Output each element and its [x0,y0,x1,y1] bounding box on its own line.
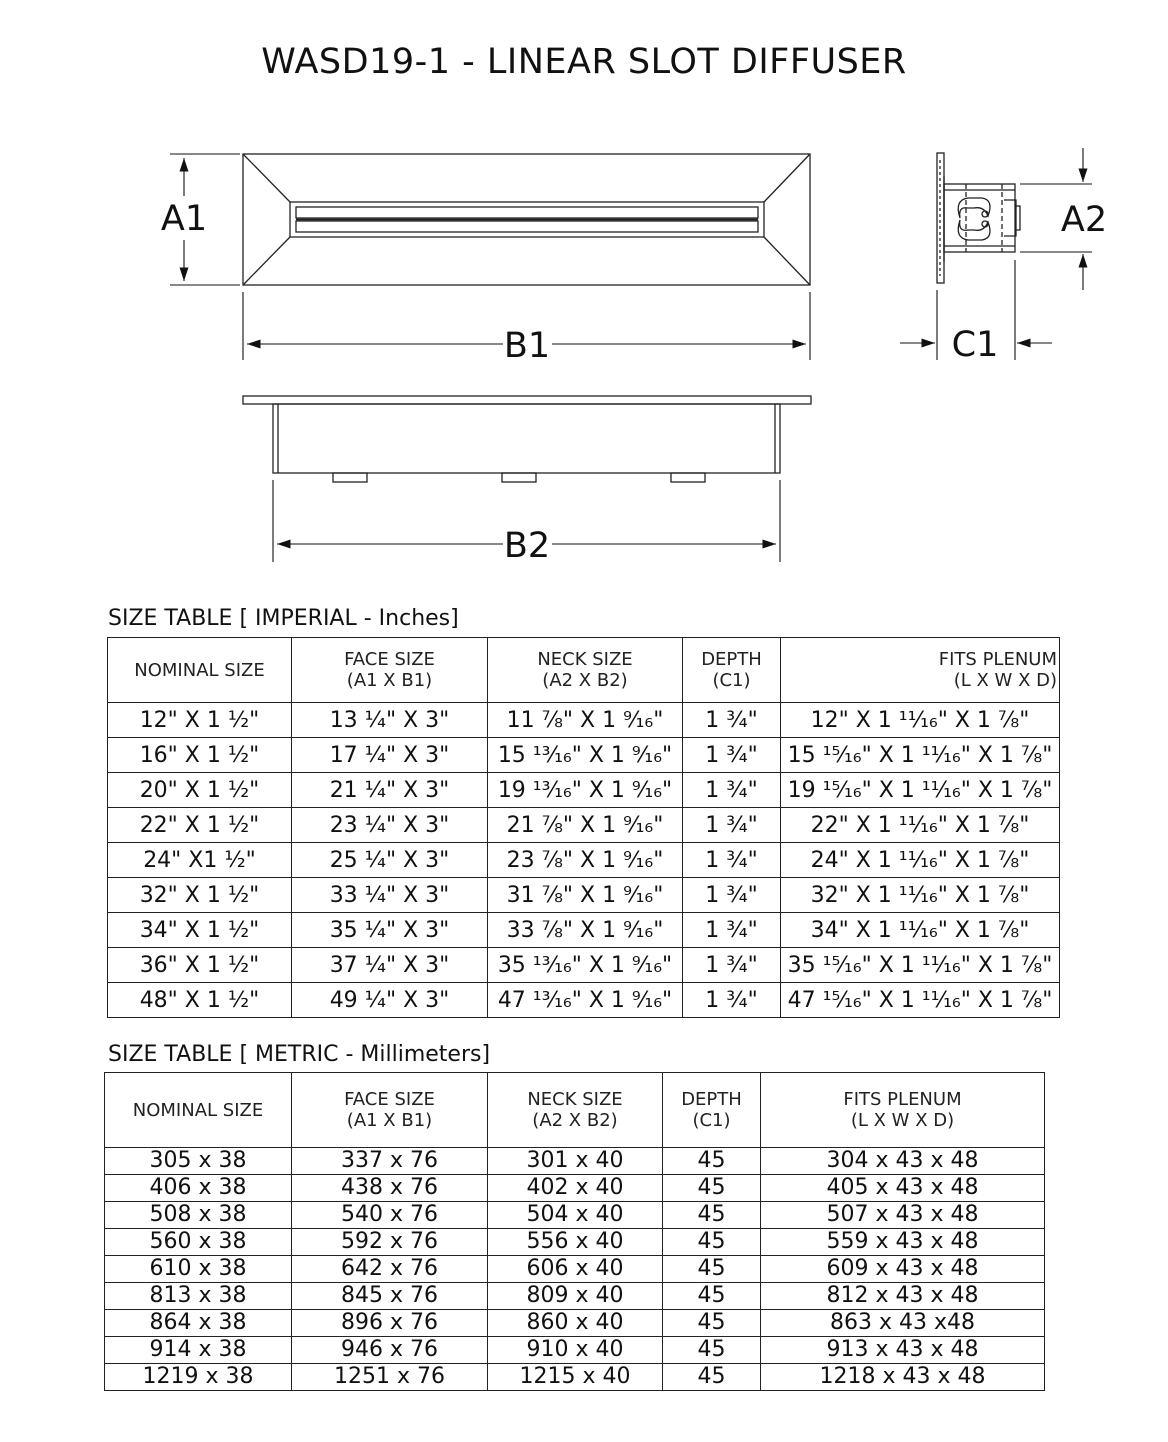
cell-depth: 1 ¾" [683,773,781,808]
bevel-line [243,237,290,285]
cell-depth: 1 ¾" [683,913,781,948]
top-body [273,404,780,473]
cell-neck-size: 35 ¹³⁄₁₆" X 1 ⁹⁄₁₆" [488,948,683,983]
slot [296,207,758,218]
cell-face-size: 37 ¼" X 3" [292,948,488,983]
cell-neck-size: 301 x 40 [488,1148,663,1175]
cell-depth: 1 ¾" [683,948,781,983]
cell-depth: 45 [663,1256,761,1283]
cell-fits-plenum: 405 x 43 x 48 [761,1175,1045,1202]
cell-nominal-size: 610 x 38 [105,1256,292,1283]
cell-nominal-size: 24" X1 ½" [108,843,292,878]
dimension-label-b1: B1 [503,326,551,366]
cell-neck-size: 860 x 40 [488,1310,663,1337]
bracket [502,473,536,482]
table-row [105,1364,1045,1391]
table-row [108,983,1060,1018]
cell-fits-plenum: 22" X 1 ¹¹⁄₁₆" X 1 ⅞" [781,808,1060,843]
metric-table-title: SIZE TABLE [ METRIC - Millimeters] [108,1042,491,1067]
table-row [108,703,1060,738]
table-row [105,1256,1045,1283]
cell-neck-size: 606 x 40 [488,1256,663,1283]
cell-face-size: 592 x 76 [292,1229,488,1256]
cell-nominal-size: 560 x 38 [105,1229,292,1256]
cell-face-size: 896 x 76 [292,1310,488,1337]
side-body [944,184,1015,252]
cell-nominal-size: 12" X 1 ½" [108,703,292,738]
cell-fits-plenum: 1218 x 43 x 48 [761,1364,1045,1391]
header-neck-size: NECK SIZE (A2 X B2) [488,1073,663,1148]
imperial-table-body [108,703,1060,1018]
cell-neck-size: 47 ¹³⁄₁₆" X 1 ⁹⁄₁₆" [488,983,683,1018]
cell-face-size: 17 ¼" X 3" [292,738,488,773]
cell-face-size: 946 x 76 [292,1337,488,1364]
cell-nominal-size: 864 x 38 [105,1310,292,1337]
dimension-label-a2: A2 [1060,200,1108,240]
table-header-row [105,1073,1045,1148]
cell-neck-size: 33 ⅞" X 1 ⁹⁄₁₆" [488,913,683,948]
table-row [105,1148,1045,1175]
cell-neck-size: 809 x 40 [488,1283,663,1310]
cell-fits-plenum: 34" X 1 ¹¹⁄₁₆" X 1 ⅞" [781,913,1060,948]
cell-depth: 45 [663,1229,761,1256]
cell-fits-plenum: 19 ¹⁵⁄₁₆" X 1 ¹¹⁄₁₆" X 1 ⅞" [781,773,1060,808]
table-row [108,913,1060,948]
cell-nominal-size: 20" X 1 ½" [108,773,292,808]
cell-neck-size: 556 x 40 [488,1229,663,1256]
cell-nominal-size: 34" X 1 ½" [108,913,292,948]
table-row [108,773,1060,808]
header-depth: DEPTH (C1) [663,1073,761,1148]
cell-face-size: 540 x 76 [292,1202,488,1229]
bevel-line [764,237,810,285]
cell-nominal-size: 48" X 1 ½" [108,983,292,1018]
cell-nominal-size: 406 x 38 [105,1175,292,1202]
drawing-title: WASD19-1 - LINEAR SLOT DIFFUSER [261,42,907,82]
metric-table-body [105,1148,1045,1391]
cell-nominal-size: 914 x 38 [105,1337,292,1364]
table-row [105,1202,1045,1229]
header-nominal-size: NOMINAL SIZE [105,1073,292,1148]
cell-neck-size: 11 ⅞" X 1 ⁹⁄₁₆" [488,703,683,738]
table-row [105,1337,1045,1364]
header-nominal-size: NOMINAL SIZE [108,638,292,703]
bracket [671,473,705,482]
cell-face-size: 23 ¼" X 3" [292,808,488,843]
header-depth: DEPTH (C1) [683,638,781,703]
metric-size-table [104,1072,1045,1391]
imperial-table-title: SIZE TABLE [ IMPERIAL - Inches] [108,606,459,631]
bevel-line [243,154,290,202]
cell-face-size: 642 x 76 [292,1256,488,1283]
cell-face-size: 438 x 76 [292,1175,488,1202]
header-fits-plenum: FITS PLENUM (L X W X D) [781,638,1060,703]
cell-neck-size: 15 ¹³⁄₁₆" X 1 ⁹⁄₁₆" [488,738,683,773]
cell-neck-size: 910 x 40 [488,1337,663,1364]
header-face-size: FACE SIZE (A1 X B1) [292,1073,488,1148]
cell-depth: 1 ¾" [683,878,781,913]
cell-depth: 45 [663,1283,761,1310]
bracket [333,473,367,482]
cell-face-size: 13 ¼" X 3" [292,703,488,738]
cell-neck-size: 1215 x 40 [488,1364,663,1391]
cell-depth: 45 [663,1364,761,1391]
cell-fits-plenum: 47 ¹⁵⁄₁₆" X 1 ¹¹⁄₁₆" X 1 ⅞" [781,983,1060,1018]
table-row [108,843,1060,878]
cell-face-size: 33 ¼" X 3" [292,878,488,913]
cell-fits-plenum: 507 x 43 x 48 [761,1202,1045,1229]
top-view [243,396,811,482]
cell-nominal-size: 305 x 38 [105,1148,292,1175]
table-row [105,1175,1045,1202]
table-row [105,1283,1045,1310]
cell-nominal-size: 508 x 38 [105,1202,292,1229]
table-row [105,1310,1045,1337]
cell-fits-plenum: 863 x 43 x48 [761,1310,1045,1337]
cell-depth: 1 ¾" [683,843,781,878]
dimension-label-c1: C1 [951,325,999,365]
cell-neck-size: 19 ¹³⁄₁₆" X 1 ⁹⁄₁₆" [488,773,683,808]
imperial-size-table [107,637,1060,1018]
cell-nominal-size: 813 x 38 [105,1283,292,1310]
cell-fits-plenum: 35 ¹⁵⁄₁₆" X 1 ¹¹⁄₁₆" X 1 ⅞" [781,948,1060,983]
cell-face-size: 25 ¼" X 3" [292,843,488,878]
bevel-line [764,154,810,202]
cell-fits-plenum: 812 x 43 x 48 [761,1283,1045,1310]
top-flange [243,396,811,404]
side-view [937,153,1020,283]
cell-depth: 1 ¾" [683,983,781,1018]
table-row [108,738,1060,773]
cell-nominal-size: 32" X 1 ½" [108,878,292,913]
cell-face-size: 845 x 76 [292,1283,488,1310]
table-header-row [108,638,1060,703]
header-face-size: FACE SIZE (A1 X B1) [292,638,488,703]
cell-neck-size: 504 x 40 [488,1202,663,1229]
cell-fits-plenum: 559 x 43 x 48 [761,1229,1045,1256]
header-neck-size: NECK SIZE (A2 X B2) [488,638,683,703]
header-fits-plenum: FITS PLENUM (L X W X D) [761,1073,1045,1148]
technical-drawing [0,0,1168,600]
cell-fits-plenum: 304 x 43 x 48 [761,1148,1045,1175]
cell-depth: 45 [663,1337,761,1364]
cell-nominal-size: 16" X 1 ½" [108,738,292,773]
cell-face-size: 21 ¼" X 3" [292,773,488,808]
cell-depth: 45 [663,1202,761,1229]
slot [296,221,758,232]
cell-face-size: 49 ¼" X 3" [292,983,488,1018]
cell-depth: 1 ¾" [683,738,781,773]
table-row [108,878,1060,913]
cell-face-size: 337 x 76 [292,1148,488,1175]
cell-depth: 1 ¾" [683,703,781,738]
cell-face-size: 35 ¼" X 3" [292,913,488,948]
cell-fits-plenum: 32" X 1 ¹¹⁄₁₆" X 1 ⅞" [781,878,1060,913]
dimension-label-a1: A1 [160,199,208,239]
dimension-label-b2: B2 [503,526,551,566]
table-row [108,808,1060,843]
cell-neck-size: 23 ⅞" X 1 ⁹⁄₁₆" [488,843,683,878]
cell-depth: 45 [663,1148,761,1175]
cell-fits-plenum: 12" X 1 ¹¹⁄₁₆" X 1 ⅞" [781,703,1060,738]
cell-fits-plenum: 609 x 43 x 48 [761,1256,1045,1283]
cell-fits-plenum: 913 x 43 x 48 [761,1337,1045,1364]
cell-neck-size: 31 ⅞" X 1 ⁹⁄₁₆" [488,878,683,913]
cell-neck-size: 402 x 40 [488,1175,663,1202]
cell-fits-plenum: 15 ¹⁵⁄₁₆" X 1 ¹¹⁄₁₆" X 1 ⅞" [781,738,1060,773]
cell-neck-size: 21 ⅞" X 1 ⁹⁄₁₆" [488,808,683,843]
table-row [108,948,1060,983]
table-row [105,1229,1045,1256]
cell-depth: 1 ¾" [683,808,781,843]
cell-depth: 45 [663,1175,761,1202]
cell-fits-plenum: 24" X 1 ¹¹⁄₁₆" X 1 ⅞" [781,843,1060,878]
cell-face-size: 1251 x 76 [292,1364,488,1391]
front-view [243,154,810,285]
cell-nominal-size: 22" X 1 ½" [108,808,292,843]
cell-nominal-size: 36" X 1 ½" [108,948,292,983]
cell-nominal-size: 1219 x 38 [105,1364,292,1391]
cell-depth: 45 [663,1310,761,1337]
